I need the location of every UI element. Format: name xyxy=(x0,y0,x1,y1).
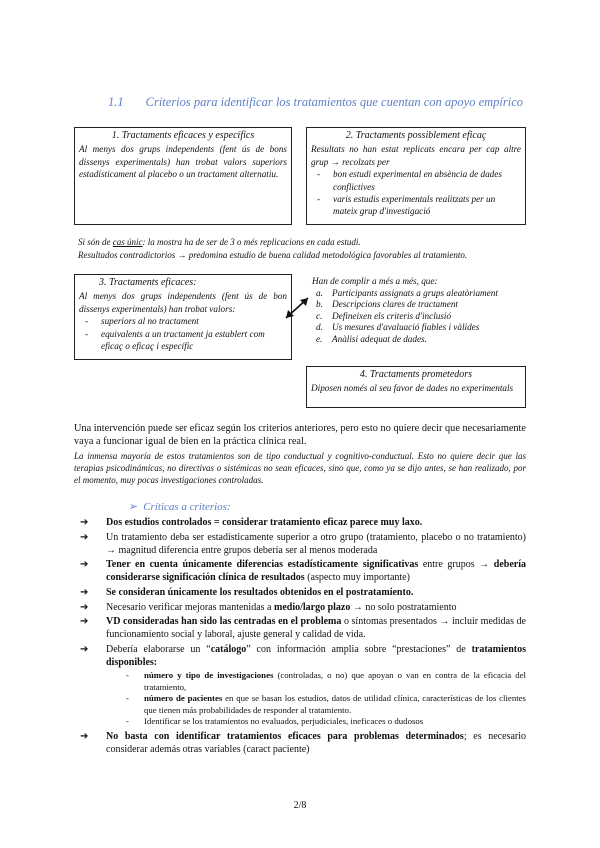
paragraph-clinical-practice: Una intervención puede ser eficaz según los criterios anteriores, pero esto no quiere decir que necesariamente vaya a funcionar igual de bien en la práctica clínica real. xyxy=(74,423,526,448)
box4-title: 4. Tractaments prometedors xyxy=(359,369,473,380)
list-item: a. Participants assignats a grups aleatòriament xyxy=(316,287,498,298)
box-efficacious xyxy=(74,274,292,360)
box4-text: Diposen només al seu favor de dades no experimentals xyxy=(311,383,514,394)
note1-prefix: Si són de xyxy=(78,237,113,247)
list-item: - Identificar se los tratamientos no evaluados, perjudiciales, ineficaces o dudosos xyxy=(126,716,526,728)
double-arrow-icon xyxy=(282,294,312,322)
box2-title: 2. Tractaments possiblement eficaç xyxy=(345,130,487,141)
section-title xyxy=(108,95,523,110)
list-item: - superiors al no tractament xyxy=(79,315,287,327)
box2-list xyxy=(311,168,521,218)
list-item: - número y tipo de investigaciones (controladas, o no) que apoyan o van en contra de la eficacia del tratamiento, xyxy=(126,670,526,693)
note1-underlined: cas únic xyxy=(112,237,143,247)
box2-text: Resultats no han estat replicats encara per cap altre grup → recolzats per xyxy=(311,144,521,167)
box3-text: Al menys dos grups independents (fent ús de bon dissenys experimentals) han trobat valors: xyxy=(79,291,287,314)
note-single-case xyxy=(78,236,528,248)
list-item: ➔ Se consideran únicamente los resultados obtenidos en el postratamiento. xyxy=(78,586,526,599)
section-number: 1.1 xyxy=(108,95,124,109)
paragraph-therapies: La inmensa mayoría de estos tratamientos son de tipo conductual y cognitivo-conductual. Esto no quiere decir que las terapias psicodinámicas, no directivas o sistémicas no sean eficaces, sino que, como ya se dijo antes, se han realizado, por el momento, muy pocas investigaciones controladas. xyxy=(74,451,526,485)
list-item: ➔ Un tratamiento deba ser estadísticamente superior a otro grupo (tratamiento, placebo o no tratamiento) → magnitud diferencia entre grupos debería ser al menos moderada xyxy=(78,531,526,557)
conditions-list xyxy=(312,288,526,346)
section-title-text: Criterios para identificar los tratamientos que cuentan con apoyo empírico xyxy=(145,95,524,109)
list-item: ➔ Dos estudios controlados = considerar tratamiento eficaz parece muy laxo. xyxy=(78,516,526,529)
box-efficacious-specific xyxy=(74,127,292,225)
list-item: ➔ VD consideradas han sido las centradas en el problema o síntomas presentados → incluir medidas de funcionamiento social y laboral, ajuste general y calidad de vida. xyxy=(78,615,526,641)
page-number: 2/8 xyxy=(293,800,307,811)
list-item: e. Anàlisi adequat de dades. xyxy=(316,333,427,344)
list-item: c. Defineixen els criteris d'inclusió xyxy=(316,310,452,321)
list-item: - bon estudi experimental en absència de dades conflictives xyxy=(311,168,521,193)
list-item: - equivalents a un tractament ja establert com eficaç o eficaç i específic xyxy=(79,328,287,353)
box3-list xyxy=(79,315,287,352)
box1-text: Al menys dos grups independents (fent ús de bons dissenys experimentals) han trobat valors superiors estadísticament al placebo o un tractament alternatiu. xyxy=(79,144,287,180)
list-item: ➔ Debería elaborarse un “catálogo” con información amplia sobre “prestaciones” de tratamientos disponibles: - número y tipo de investigaciones (controladas, o no) que apoyan o van en contra de la eficacia del tratamiento, - número de pacientes en que se basan los estudios, datos de utilidad clínica, características de los clientes que tienen más probabilidades de responder al tratamiento. - Identificar se los tratamientos no evaluados, perjudiciales, ineficaces o dudosos xyxy=(78,643,526,728)
box1-title: 1. Tractaments eficaces y específics xyxy=(111,130,255,141)
list-item: - número de pacientes en que se basan los estudios, datos de utilidad clínica, características de los clientes que tienen más probabilidades de responder al tratamiento. xyxy=(126,693,526,716)
box3-title: 3. Tractaments eficaces: xyxy=(99,277,197,288)
conditions-title: Han de complir a més a més, que: xyxy=(312,276,438,286)
list-item: ➔ Tener en cuenta únicamente diferencias estadísticamente significativas entre grupos → debería considerarse significación clínica de resultados (aspecto muy importante) xyxy=(78,558,526,584)
list-item: - varis estudis experimentals realitzats per un mateix grup d'investigació xyxy=(311,193,521,218)
catalog-sublist xyxy=(126,670,526,728)
critiques-list xyxy=(78,516,526,757)
critiques-title: ➢ Críticas a criterios: xyxy=(128,501,231,513)
list-item: ➔ No basta con identificar tratamientos eficaces para problemas determinados; es necesario considerar además otras variables (caract paciente) xyxy=(78,730,526,756)
note-contradictory: Resultados contradictorios → predomina estudio de buena calidad metodológica favorables al tratamiento. xyxy=(78,250,468,260)
list-item: ➔ Necesario verificar mejoras mantenidas a medio/largo plazo → no solo postratamiento xyxy=(78,601,526,614)
list-item: b. Descripcions clares de tractament xyxy=(316,299,458,310)
list-item: d. Us mesures d'avaluació fiables i vàlides xyxy=(316,322,480,333)
note1-suffix: : la mostra ha de ser de 3 o més replicacions en cada estudi. xyxy=(142,237,361,247)
conditions-block xyxy=(312,276,526,346)
triangle-icon: ➢ xyxy=(128,501,138,513)
box-possibly-efficacious xyxy=(306,127,526,225)
box-promising xyxy=(306,366,526,408)
